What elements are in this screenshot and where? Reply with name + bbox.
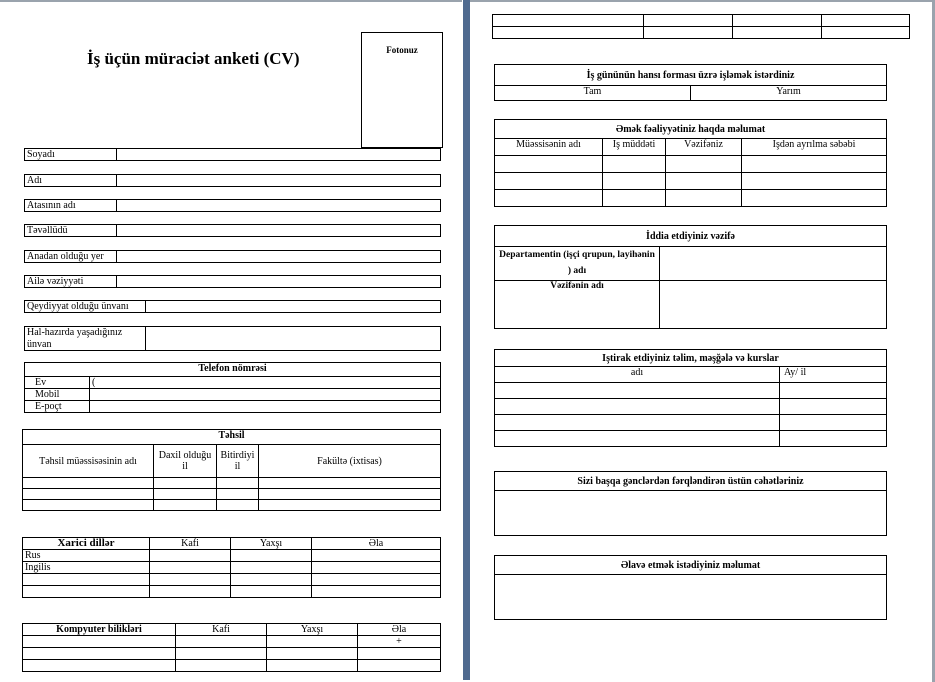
languages-col: Yaxşı — [231, 538, 312, 550]
education-row[interactable] — [23, 478, 441, 489]
field-label: Hal-hazırda yaşadığınız ünvan — [25, 327, 146, 350]
education-col: Təhsil müəssisəsinin adı — [23, 445, 154, 478]
trainings-title: Iştirak etdiyiniz təlim, məşğələ və kurslar — [495, 350, 887, 367]
language-row[interactable] — [23, 586, 441, 598]
computer-row[interactable] — [23, 660, 441, 672]
language-row[interactable] — [23, 550, 441, 562]
phone-table — [24, 362, 441, 413]
field-label: Ailə vəziyyəti — [25, 276, 117, 287]
computer-row[interactable] — [23, 636, 441, 648]
languages-col: Əla — [312, 538, 441, 550]
workday-option-half[interactable]: Yarım — [691, 86, 887, 101]
position-title: İddia etdiyiniz vəzifə — [495, 226, 887, 247]
training-row[interactable] — [495, 383, 887, 399]
computer-cell[interactable] — [23, 636, 176, 648]
document-title: İş üçün müraciət anketi (CV) — [87, 49, 300, 68]
field-label: Soyadı — [25, 149, 117, 160]
computer-col: Əla — [358, 624, 441, 636]
field-tevelludu[interactable] — [24, 224, 441, 237]
languages-table — [22, 537, 441, 598]
education-row[interactable] — [23, 500, 441, 511]
position-value[interactable] — [660, 281, 887, 329]
employment-col: Iş müddəti — [603, 139, 666, 156]
education-table — [22, 429, 441, 511]
education-row[interactable] — [23, 489, 441, 500]
phone-label: Mobil — [25, 389, 90, 401]
language-name: Rus — [23, 550, 150, 562]
page-divider — [463, 0, 470, 680]
employment-row[interactable] — [495, 156, 887, 173]
field-input[interactable] — [117, 225, 440, 236]
computer-row[interactable] — [23, 648, 441, 660]
field-input[interactable] — [117, 200, 440, 211]
continued-table — [492, 14, 910, 39]
training-row[interactable] — [495, 415, 887, 431]
languages-col: Xarici dillər — [23, 538, 150, 550]
computer-col: Kompyuter bilikləri — [23, 624, 176, 636]
field-input[interactable] — [146, 327, 440, 350]
employment-row[interactable] — [495, 173, 887, 190]
phone-value[interactable] — [90, 401, 441, 413]
language-name — [23, 574, 150, 586]
page-right — [470, 0, 935, 682]
phone-row — [25, 389, 441, 401]
advantages-table — [494, 471, 887, 536]
position-table — [494, 225, 887, 329]
language-name — [23, 586, 150, 598]
field-input[interactable] — [117, 175, 440, 186]
language-name: Ingilis — [23, 562, 150, 574]
language-row[interactable] — [23, 562, 441, 574]
phone-value[interactable] — [90, 389, 441, 401]
field-hal-hazirda-unvan[interactable] — [24, 326, 441, 351]
computer-col: Yaxşı — [267, 624, 358, 636]
education-title: Təhsil — [23, 430, 441, 445]
phone-row — [25, 377, 441, 389]
field-adi[interactable] — [24, 174, 441, 187]
field-label: Atasının adı — [25, 200, 117, 211]
trainings-table — [494, 349, 887, 447]
trainings-col: Ay/ il — [780, 367, 887, 383]
employment-row[interactable] — [495, 190, 887, 207]
employment-col: Işdən ayrılma səbəbi — [742, 139, 887, 156]
field-anadan-oldugu-yer[interactable] — [24, 250, 441, 263]
workday-title: İş gününün hansı forması üzrə işləmək istərdiniz — [495, 65, 887, 86]
field-input[interactable] — [146, 301, 440, 312]
trainings-col: adı — [495, 367, 780, 383]
field-label: Qeydiyyat olduğu ünvanı — [25, 301, 146, 312]
computer-col: Kafi — [176, 624, 267, 636]
advantages-input[interactable] — [495, 491, 887, 536]
education-col: Fakültə (ixtisas) — [259, 445, 441, 478]
field-label: Təvəllüdü — [25, 225, 117, 236]
photo-label: Fotonuz — [386, 45, 418, 55]
phone-label: Ev — [25, 377, 90, 389]
training-row[interactable] — [495, 431, 887, 447]
phone-title: Telefon nömrəsi — [25, 363, 441, 377]
field-input[interactable] — [117, 276, 440, 287]
employment-title: Əmək fəaliyyətiniz haqda məlumat — [495, 120, 887, 139]
education-col: Daxil olduğu il — [154, 445, 217, 478]
employment-col: Müəssisənin adı — [495, 139, 603, 156]
additional-input[interactable] — [495, 575, 887, 620]
field-aile-veziyyeti[interactable] — [24, 275, 441, 288]
additional-info-table — [494, 555, 887, 620]
training-row[interactable] — [495, 399, 887, 415]
workday-table — [494, 64, 887, 101]
field-label: Anadan olduğu yer — [25, 251, 117, 262]
position-label: Vəzifənin adı — [495, 281, 660, 329]
language-row[interactable] — [23, 574, 441, 586]
computer-cell[interactable] — [267, 636, 358, 648]
field-soyadi[interactable] — [24, 148, 441, 161]
phone-row — [25, 401, 441, 413]
workday-option-full[interactable]: Tam — [495, 86, 691, 101]
field-atasinin-adi[interactable] — [24, 199, 441, 212]
computer-skills-table — [22, 623, 441, 672]
employment-table — [494, 119, 887, 207]
computer-cell[interactable] — [176, 636, 267, 648]
photo-box[interactable] — [361, 32, 443, 148]
position-value[interactable] — [660, 247, 887, 281]
additional-title: Əlavə etmək istədiyiniz məlumat — [495, 556, 887, 575]
field-input[interactable] — [117, 149, 440, 160]
employment-col: Vəzifəniz — [666, 139, 742, 156]
position-label: Departamentin (işçi qrupun, layihənin ) adı — [495, 247, 660, 281]
phone-label: E-poçt — [25, 401, 90, 413]
field-qeydiyyat-unvani[interactable] — [24, 300, 441, 313]
field-label: Adı — [25, 175, 117, 186]
page-left — [0, 0, 462, 682]
phone-value[interactable]: ( — [90, 377, 441, 389]
education-col: Bitirdiyi il — [217, 445, 259, 478]
languages-col: Kafi — [150, 538, 231, 550]
computer-cell[interactable]: + — [358, 636, 441, 648]
field-input[interactable] — [117, 251, 440, 262]
advantages-title: Sizi başqa gənclərdən fərqləndirən üstün cəhətləriniz — [495, 472, 887, 491]
